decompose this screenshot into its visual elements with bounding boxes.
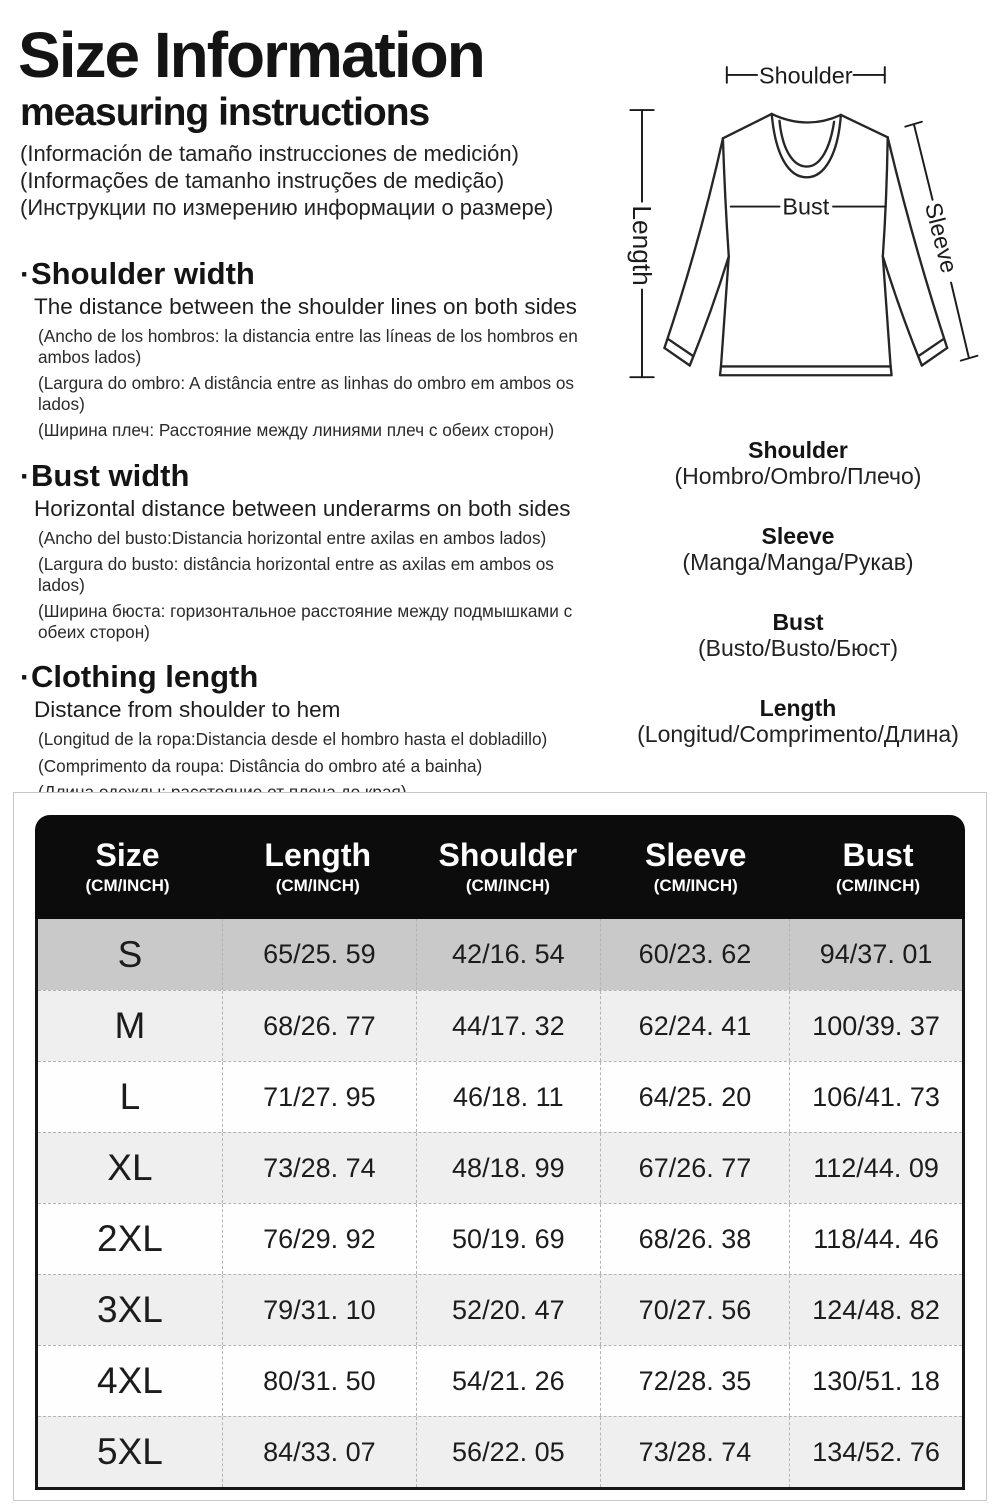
- cell-size: S: [117, 933, 143, 975]
- page-title: Size Information: [18, 19, 484, 91]
- cell-shoulder: 56/22. 05: [416, 1417, 600, 1487]
- diagram-bust-label: Bust: [782, 193, 830, 220]
- intro-translation-ru: (Инструкции по измерению информации о размере): [20, 195, 554, 221]
- cell-bust: 130/51. 18: [789, 1346, 962, 1416]
- section-title: ·Clothing length: [20, 659, 259, 694]
- cell-size: M: [114, 1005, 146, 1046]
- shirt-measurement-diagram: [603, 28, 993, 430]
- section-description: The distance between the shoulder lines on both sides: [34, 294, 577, 319]
- section-clothing-length: [20, 659, 605, 803]
- cell-sleeve: 73/28. 74: [600, 1417, 789, 1487]
- section-shoulder-width: [20, 256, 605, 441]
- table-row-2xl: [38, 1203, 962, 1274]
- diagram-length-label: Length: [627, 205, 658, 286]
- cell-bust: 124/48. 82: [789, 1275, 962, 1345]
- column-header-sleeve: Sleeve (CM/INCH): [645, 837, 747, 895]
- section-translation-es: (Ancho de los hombros: la distancia entre las líneas de los hombros en ambos lados): [38, 326, 578, 367]
- cell-shoulder: 46/18. 11: [416, 1062, 600, 1132]
- cell-length: 79/31. 10: [222, 1275, 416, 1345]
- cell-bust: 100/39. 37: [789, 991, 962, 1061]
- cell-shoulder: 54/21. 26: [416, 1346, 600, 1416]
- section-description: Horizontal distance between underarms on both sides: [34, 495, 571, 521]
- table-row-l: [38, 1061, 962, 1132]
- cell-length: 80/31. 50: [222, 1346, 416, 1416]
- bullet: ·: [20, 258, 30, 291]
- intro-translation-es: (Información de tamaño instrucciones de medición): [20, 141, 519, 167]
- cell-length: 76/29. 92: [222, 1204, 416, 1274]
- cell-bust: 112/44. 09: [789, 1133, 962, 1203]
- cell-sleeve: 67/26. 77: [600, 1133, 789, 1203]
- legend-label: Shoulder: [748, 437, 848, 463]
- cell-size: 3XL: [97, 1289, 163, 1330]
- legend-translation: (Hombro/Ombro/Плечо): [674, 463, 922, 489]
- section-description: Distance from shoulder to hem: [34, 697, 341, 722]
- column-header-bust: Bust (CM/INCH): [835, 837, 921, 895]
- diagram-sleeve-label: Sleeve: [920, 199, 963, 276]
- page-subtitle: measuring instructions: [20, 90, 430, 134]
- legend-item-bust: [600, 609, 996, 661]
- legend-translation: (Manga/Manga/Рукав): [682, 549, 914, 575]
- table-row-3xl: [38, 1274, 962, 1345]
- cell-shoulder: 48/18. 99: [416, 1133, 600, 1203]
- table-row-m: [38, 990, 962, 1061]
- cell-bust: 106/41. 73: [789, 1062, 962, 1132]
- cell-size: 2XL: [97, 1218, 163, 1259]
- intro-translation-pt: (Informações de tamanho instruções de medição): [20, 168, 505, 194]
- size-table-header: [35, 815, 965, 919]
- legend-translation: (Busto/Busto/Бюст): [697, 635, 899, 661]
- cell-shoulder: 44/17. 32: [416, 991, 600, 1061]
- shirt-diagram-svg: [603, 28, 993, 430]
- diagram-shoulder-label: Shoulder: [758, 62, 853, 89]
- section-translation-pt: (Largura do ombro: A distância entre as linhas do ombro em ambos os lados): [38, 373, 574, 414]
- section-bust-width: [20, 458, 605, 643]
- cell-bust: 134/52. 76: [789, 1417, 962, 1487]
- cell-length: 68/26. 77: [222, 991, 416, 1061]
- section-title: ·Bust width: [20, 457, 190, 493]
- bullet: ·: [20, 661, 30, 694]
- section-translation-ru: (Ширина плеч: Расстояние между линиями плеч с обеих сторон): [38, 420, 555, 440]
- cell-size: L: [119, 1076, 141, 1117]
- cell-shoulder: 52/20. 47: [416, 1275, 600, 1345]
- cell-sleeve: 68/26. 38: [600, 1204, 789, 1274]
- cell-sleeve: 64/25. 20: [600, 1062, 789, 1132]
- section-translation-pt: (Comprimento da roupa: Distância do ombro até a bainha): [38, 755, 483, 776]
- cell-length: 73/28. 74: [222, 1133, 416, 1203]
- cell-sleeve: 70/27. 56: [600, 1275, 789, 1345]
- cell-length: 84/33. 07: [222, 1417, 416, 1487]
- cell-shoulder: 50/19. 69: [416, 1204, 600, 1274]
- legend-item-sleeve: [600, 523, 996, 575]
- section-translation-pt: (Largura do busto: distância horizontal entre as axilas em ambos os lados): [38, 554, 554, 595]
- legend-label: Bust: [772, 609, 824, 635]
- table-row-5xl: [38, 1416, 962, 1487]
- size-table: [35, 815, 965, 1490]
- cell-shoulder: 42/16. 54: [416, 919, 600, 990]
- diagram-legend: [600, 437, 996, 781]
- legend-item-length: [600, 695, 996, 747]
- cell-length: 65/25. 59: [222, 919, 416, 990]
- legend-label: Sleeve: [761, 523, 835, 549]
- cell-sleeve: 60/23. 62: [600, 919, 789, 990]
- cell-size: 5XL: [97, 1431, 163, 1472]
- cell-sleeve: 62/24. 41: [600, 991, 789, 1061]
- column-header-size: Size (CM/INCH): [85, 837, 170, 895]
- shirt-outline-icon: [664, 114, 947, 375]
- cell-bust: 118/44. 46: [789, 1204, 962, 1274]
- section-translation-es: (Ancho del busto:Distancia horizontal entre axilas en ambos lados): [38, 527, 547, 548]
- cell-sleeve: 72/28. 35: [600, 1346, 789, 1416]
- legend-translation: (Longitud/Comprimento/Длина): [637, 721, 959, 747]
- size-table-container: [13, 792, 987, 1501]
- section-translation-ru: (Ширина бюста: горизонтальное расстояние между подмышками с обеих сторон): [38, 601, 573, 642]
- legend-item-shoulder: [600, 437, 996, 489]
- measuring-sections: [20, 256, 605, 803]
- cell-size: XL: [107, 1147, 153, 1188]
- legend-label: Length: [759, 695, 837, 721]
- table-row-s: [38, 919, 962, 990]
- column-header-shoulder: Shoulder (CM/INCH): [438, 837, 578, 895]
- size-table-body: [35, 919, 965, 1490]
- intro-block: [18, 19, 603, 221]
- bullet: ·: [20, 459, 30, 493]
- cell-bust: 94/37. 01: [789, 919, 962, 990]
- cell-length: 71/27. 95: [222, 1062, 416, 1132]
- section-translation-es: (Longitud de la ropa:Distancia desde el hombro hasta el dobladillo): [38, 729, 548, 749]
- section-title: ·Shoulder width: [20, 256, 255, 291]
- table-row-xl: [38, 1132, 962, 1203]
- table-row-4xl: [38, 1345, 962, 1416]
- cell-size: 4XL: [97, 1360, 163, 1401]
- column-header-length: Length (CM/INCH): [264, 837, 372, 895]
